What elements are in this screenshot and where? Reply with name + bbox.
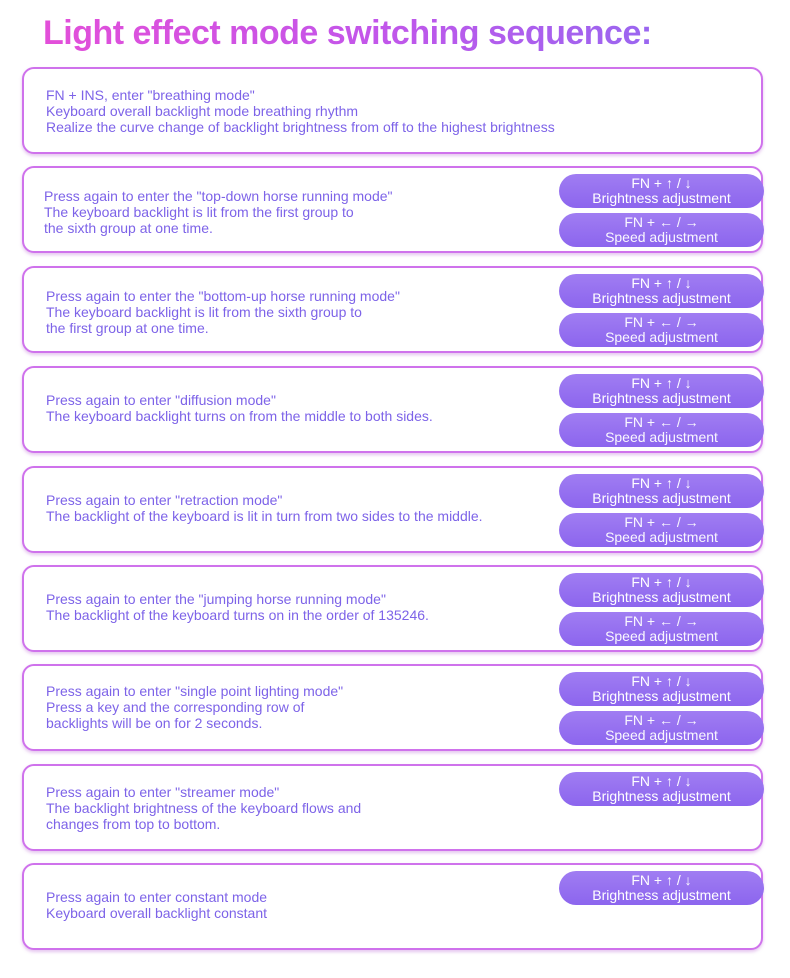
brightness-label: Brightness adjustment: [592, 290, 731, 306]
mode-description: [44, 188, 392, 236]
mode-card-top-down: [22, 166, 763, 253]
brightness-adjustment-pill: [559, 672, 764, 706]
speed-label: Speed adjustment: [605, 529, 718, 545]
mode-description: [46, 784, 361, 832]
brightness-label: Brightness adjustment: [592, 788, 731, 804]
speed-label: Speed adjustment: [605, 429, 718, 445]
mode-description: [46, 392, 433, 424]
mode-card-constant: [22, 863, 763, 950]
speed-label: Speed adjustment: [605, 727, 718, 743]
mode-line: Press again to enter "streamer mode": [46, 784, 280, 800]
brightness-adjustment-pill: [559, 474, 764, 508]
mode-description: [46, 87, 555, 135]
mode-line: The backlight of the keyboard turns on in the order of 135246.: [46, 607, 429, 623]
mode-line: backlights will be on for 2 seconds.: [46, 715, 263, 731]
brightness-adjustment-pill: [559, 374, 764, 408]
brightness-adjustment-pill: [559, 871, 764, 905]
speed-label: Speed adjustment: [605, 628, 718, 644]
mode-line: The keyboard backlight turns on from the middle to both sides.: [46, 408, 433, 424]
speed-label: Speed adjustment: [605, 229, 718, 245]
brightness-key-combo: FN + ↑ / ↓: [631, 475, 692, 491]
mode-line: changes from top to bottom.: [46, 816, 221, 832]
speed-adjustment-pill: [559, 313, 764, 347]
mode-line: Keyboard overall backlight constant: [46, 905, 268, 921]
mode-card-retraction: [22, 466, 763, 553]
mode-line: The keyboard backlight is lit from the sixth group to: [46, 304, 362, 320]
mode-line: Press again to enter "diffusion mode": [46, 392, 276, 408]
mode-line: the first group at one time.: [46, 320, 209, 336]
brightness-key-combo: FN + ↑ / ↓: [631, 275, 692, 291]
mode-card-jumping-horse: [22, 565, 763, 652]
brightness-label: Brightness adjustment: [592, 190, 731, 206]
mode-line: FN + INS, enter "breathing mode": [46, 87, 255, 103]
mode-line: Press again to enter the "jumping horse running mode": [46, 591, 386, 607]
brightness-label: Brightness adjustment: [592, 887, 731, 903]
mode-description: [46, 591, 429, 623]
speed-key-combo: FN + ← / →: [624, 214, 699, 230]
mode-card-single-point: [22, 664, 763, 751]
speed-adjustment-pill: [559, 711, 764, 745]
brightness-label: Brightness adjustment: [592, 390, 731, 406]
speed-adjustment-pill: [559, 413, 764, 447]
mode-line: Press a key and the corresponding row of: [46, 699, 305, 715]
mode-card-streamer: [22, 764, 763, 851]
speed-key-combo: FN + ← / →: [624, 314, 699, 330]
brightness-adjustment-pill: [559, 772, 764, 806]
mode-card-diffusion: [22, 366, 763, 453]
speed-adjustment-pill: [559, 612, 764, 646]
speed-adjustment-pill: [559, 213, 764, 247]
mode-line: The backlight brightness of the keyboard flows and: [46, 800, 362, 816]
mode-line: the sixth group at one time.: [44, 220, 213, 236]
brightness-key-combo: FN + ↑ / ↓: [631, 773, 692, 789]
brightness-key-combo: FN + ↑ / ↓: [631, 175, 692, 191]
brightness-key-combo: FN + ↑ / ↓: [631, 673, 692, 689]
mode-line: Press again to enter the "bottom-up horse running mode": [46, 288, 400, 304]
speed-adjustment-pill: [559, 513, 764, 547]
page-title: Light effect mode switching sequence:: [43, 14, 652, 52]
speed-key-combo: FN + ← / →: [624, 514, 699, 530]
brightness-adjustment-pill: [559, 274, 764, 308]
brightness-key-combo: FN + ↑ / ↓: [631, 872, 692, 888]
speed-key-combo: FN + ← / →: [624, 712, 699, 728]
mode-line: Press again to enter constant mode: [46, 889, 268, 905]
mode-line: The backlight of the keyboard is lit in turn from two sides to the middle.: [46, 508, 483, 524]
speed-label: Speed adjustment: [605, 329, 718, 345]
mode-card-breathing: [22, 67, 763, 154]
brightness-key-combo: FN + ↑ / ↓: [631, 375, 692, 391]
mode-line: Keyboard overall backlight mode breathing rhythm: [46, 103, 359, 119]
brightness-label: Brightness adjustment: [592, 589, 731, 605]
speed-key-combo: FN + ← / →: [624, 613, 699, 629]
mode-card-bottom-up: [22, 266, 763, 353]
speed-key-combo: FN + ← / →: [624, 414, 699, 430]
mode-line: Press again to enter "retraction mode": [46, 492, 283, 508]
brightness-adjustment-pill: [559, 573, 764, 607]
mode-description: [46, 683, 343, 731]
mode-description: [46, 288, 400, 336]
mode-line: Press again to enter the "top-down horse running mode": [44, 188, 393, 204]
brightness-key-combo: FN + ↑ / ↓: [631, 574, 692, 590]
mode-line: The keyboard backlight is lit from the first group to: [44, 204, 354, 220]
brightness-label: Brightness adjustment: [592, 688, 731, 704]
mode-description: [46, 492, 483, 524]
mode-line: Press again to enter "single point lighting mode": [46, 683, 344, 699]
brightness-label: Brightness adjustment: [592, 490, 731, 506]
mode-description: [46, 889, 267, 921]
mode-line: Realize the curve change of backlight brightness from off to the highest brightness: [46, 119, 555, 135]
brightness-adjustment-pill: [559, 174, 764, 208]
